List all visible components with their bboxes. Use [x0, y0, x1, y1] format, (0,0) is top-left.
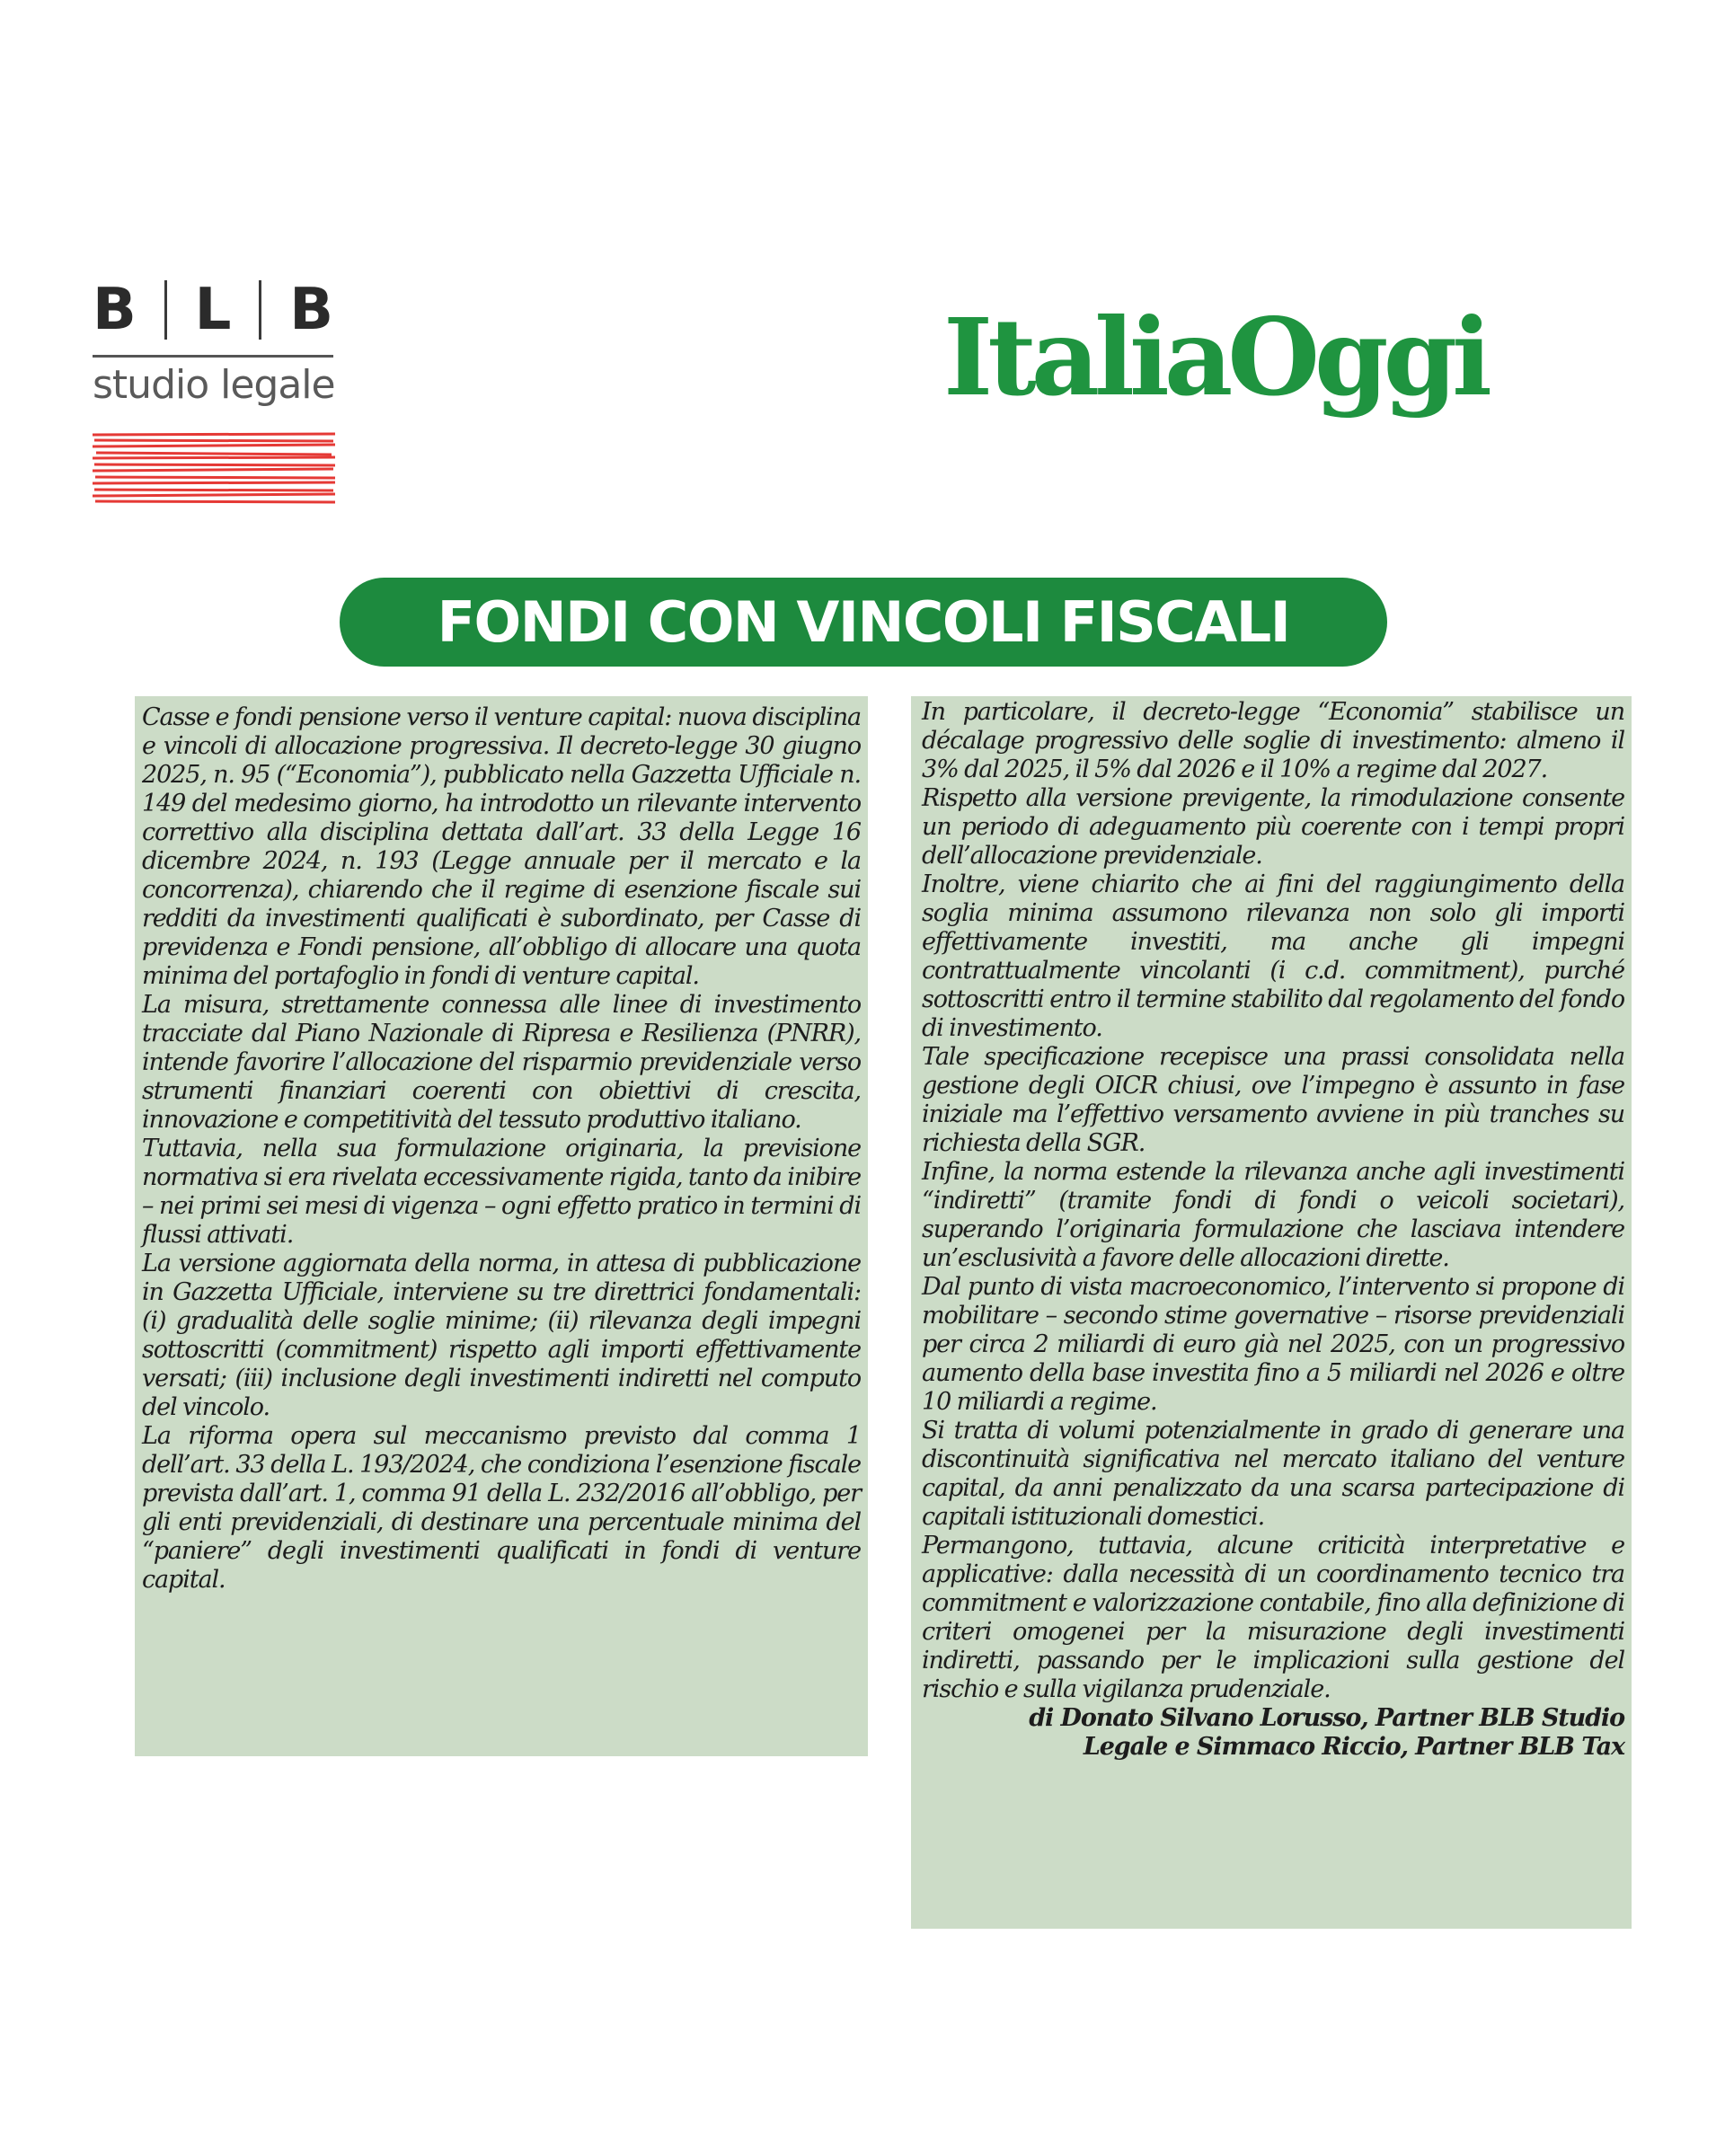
- blb-letter-2: L: [194, 277, 232, 343]
- paragraph: Si tratta di volumi potenzialmente in grado di generare una discontinuità significativa nel mercato italiano del venture capital, da anni penalizzato da una scarsa partecipazione di capitali istituzionali domestici.: [922, 1417, 1624, 1531]
- title-banner: [340, 578, 1387, 667]
- paragraph: Permangono, tuttavia, alcune criticità interpretative e applicative: dalla necessità di un coordinamento tecnico tra commitment e valorizzazione contabile, fino alla definizione di criteri omogenei per la misurazione degli investimenti indiretti, passando per le implicazioni sulla gestione del rischio e sulla vigilanza prudenziale.: [922, 1532, 1624, 1703]
- article-column-left: [135, 696, 868, 1756]
- paragraph: La misura, strettamente connessa alle linee di investimento tracciate dal Piano Nazionale di Ripresa e Resilienza (PNRR), intende favorire l’allocazione del risparmio previdenziale verso strumenti finanziari coerenti con obiettivi di crescita, innovazione e competitività del tessuto produttivo italiano.: [142, 991, 861, 1134]
- blb-letter-1: B: [93, 277, 137, 343]
- paragraph: Inoltre, viene chiarito che ai fini del raggiungimento della soglia minima assumono rilevanza non solo gli importi effettivamente investiti, ma anche gli impegni contrattualmente vincolanti (i c.d. commitment), purché sottoscritti entro il termine stabilito dal regolamento del fondo di investimento.: [922, 870, 1624, 1042]
- blb-divider: [259, 280, 261, 340]
- blb-rule: [93, 355, 333, 358]
- blb-stripes-icon: [93, 431, 335, 505]
- paragraph: Casse e fondi pensione verso il venture capital: nuova disciplina e vincoli di allocazione progressiva. Il decreto-legge 30 giugno 2025, n. 95 (“Economia”), pubblicato nella Gazzetta Ufficiale n. 149 del medesimo giorno, ha introdotto un rilevante intervento correttivo alla disciplina dettata dall’art. 33 della Legge 16 dicembre 2024, n. 193 (Legge annuale per il mercato e la concorrenza), chiarendo che il regime di esenzione fiscale sui redditi da investimenti qualificati è subordinato, per Casse di previdenza e Fondi pensione, all’obbligo di allocare una quota minima del portafoglio in fondi di venture capital.: [142, 703, 861, 990]
- paragraph: Infine, la norma estende la rilevanza anche agli investimenti “indiretti” (tramite fondi di fondi o veicoli societari), superando l’originaria formulazione che lasciava intendere un’esclusività a favore delle allocazioni dirette.: [922, 1158, 1624, 1272]
- blb-divider: [164, 280, 167, 340]
- paragraph: La versione aggiornata della norma, in attesa di pubblicazione in Gazzetta Ufficiale, interviene su tre direttrici fondamentali: (i) gradualità delle soglie minime; (ii) rilevanza degli impegni sottoscritti (commitment) rispetto agli importi effettivamente versati; (iii) inclusione degli investimenti indiretti nel computo del vincolo.: [142, 1250, 861, 1421]
- blb-logo: [93, 274, 335, 508]
- blb-subtitle: studio legale: [93, 362, 335, 408]
- paragraph: La riforma opera sul meccanismo previsto dal comma 1 dell’art. 33 della L. 193/2024, che condiziona l’esenzione fiscale prevista dall’art. 1, comma 91 della L. 232/2016 all’obbligo, per gli enti previdenziali, di destinare una percentuale minima del “paniere” degli investimenti qualificati in fondi di venture capital.: [142, 1422, 861, 1594]
- article-column-right: [911, 696, 1632, 1929]
- article-title: FONDI CON VINCOLI FISCALI: [437, 589, 1290, 655]
- paragraph: Rispetto alla versione previgente, la rimodulazione consente un periodo di adeguamento più coerente con i tempi propri dell’allocazione previdenziale.: [922, 784, 1624, 870]
- italiaoggi-logo: ItaliaOggi: [943, 295, 1487, 420]
- paragraph: Tale specificazione recepisce una prassi consolidata nella gestione degli OICR chiusi, ove l’impegno è assunto in fase iniziale ma l’effettivo versamento avviene in più tranches su richiesta della SGR.: [922, 1043, 1624, 1157]
- blb-logo-letters: [93, 274, 333, 346]
- paragraph: Tuttavia, nella sua formulazione originaria, la previsione normativa si era rivelata eccessivamente rigida, tanto da inibire – nei primi sei mesi di vigenza – ogni effetto pratico in termini di flussi attivati.: [142, 1135, 861, 1249]
- paragraph: In particolare, il decreto-legge “Economia” stabilisce un décalage progressivo delle soglie di investimento: almeno il 3% dal 2025, il 5% dal 2026 e il 10% a regime dal 2027.: [922, 698, 1624, 783]
- blb-letter-3: B: [289, 277, 333, 343]
- paragraph: Dal punto di vista macroeconomico, l’intervento si propone di mobilitare – secondo stime governative – risorse previdenziali per circa 2 miliardi di euro già nel 2025, con un progressivo aumento della base investita fino a 5 miliardi nel 2026 e oltre 10 miliardi a regime.: [922, 1273, 1624, 1416]
- author-byline: di Donato Silvano Lorusso, Partner BLB Studio Legale e Simmaco Riccio, Partner BLB Tax: [1029, 1704, 1624, 1761]
